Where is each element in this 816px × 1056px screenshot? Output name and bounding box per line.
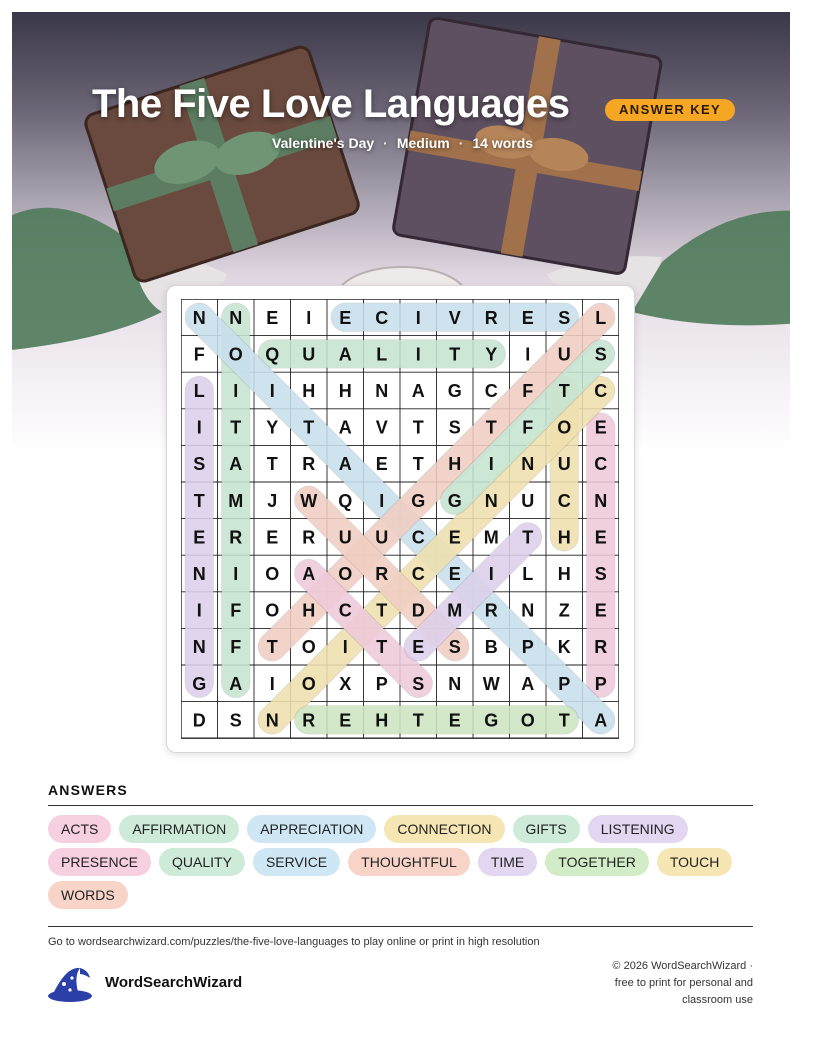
grid-cell-letter[interactable]: N [192, 564, 206, 584]
grid-cell-letter[interactable]: N [484, 490, 498, 511]
meta-difficulty: Medium [396, 135, 450, 151]
grid-cell-letter[interactable]: U [557, 344, 571, 365]
grid-cell-letter[interactable]: G [192, 673, 207, 694]
grid-cell-letter[interactable]: N [229, 307, 243, 328]
grid-cell-letter[interactable]: S [448, 417, 461, 438]
grid-cell-letter[interactable]: N [375, 381, 389, 401]
grid-cell-letter[interactable]: S [594, 344, 607, 365]
page-title: The Five Love Languages [92, 82, 570, 126]
answer-chip-thoughtful: THOUGHTFUL [348, 848, 470, 876]
grid-cell-letter[interactable]: R [375, 564, 389, 584]
grid-cell-letter[interactable]: E [266, 527, 279, 548]
answer-chip-presence: PRESENCE [48, 848, 151, 876]
grid-cell-letter[interactable]: A [411, 381, 425, 401]
grid-svg [181, 299, 619, 739]
grid-cell-letter[interactable]: W [482, 673, 500, 694]
grid-cell-letter[interactable]: T [412, 417, 424, 438]
grid-cell-letter[interactable]: N [265, 710, 279, 731]
grid-cell-letter[interactable]: T [230, 417, 242, 438]
answer-chip-gifts: GIFTS [513, 815, 580, 843]
grid-cell-letter[interactable]: T [266, 454, 278, 475]
grid-cell-letter[interactable]: U [557, 454, 571, 475]
grid-cell-letter[interactable]: O [301, 637, 316, 658]
grid-cell-letter[interactable]: N [521, 600, 535, 621]
grid-cell-letter[interactable]: U [521, 490, 535, 511]
grid-cell-letter[interactable]: L [522, 564, 534, 584]
grid-cell-letter[interactable]: O [557, 417, 572, 438]
grid-cell-letter[interactable]: K [557, 637, 571, 658]
grid-cell-letter[interactable]: C [375, 307, 389, 328]
answers-divider [48, 805, 753, 806]
grid-cell-letter[interactable]: A [302, 564, 316, 584]
answer-chip-connection: CONNECTION [384, 815, 504, 843]
grid-cell-letter[interactable]: I [415, 344, 421, 365]
grid-cell-letter[interactable]: A [521, 673, 535, 694]
grid-cell-letter[interactable]: C [594, 454, 608, 475]
grid-cell-letter[interactable]: R [484, 600, 498, 621]
grid-cell-letter[interactable]: I [196, 417, 202, 438]
grid-cell-letter[interactable]: O [228, 344, 243, 365]
grid-cell-letter[interactable]: S [558, 307, 571, 328]
grid-cell-letter[interactable]: I [342, 637, 348, 658]
grid-cell-letter[interactable]: M [447, 600, 463, 621]
grid-cell-letter[interactable]: E [594, 600, 607, 621]
grid-cell-letter[interactable]: O [265, 600, 280, 621]
grid-cell-letter[interactable]: I [379, 490, 385, 511]
grid-cell-letter[interactable]: I [196, 600, 202, 621]
footer-divider [48, 926, 753, 927]
answer-chip-affirmation: AFFIRMATION [119, 815, 239, 843]
grid-cell-letter[interactable]: I [269, 381, 275, 401]
grid-cell-letter[interactable]: C [484, 381, 498, 401]
meta-word-count: 14 words [472, 135, 534, 151]
grid-cell-letter[interactable]: O [520, 710, 535, 731]
grid-cell-letter[interactable]: E [266, 307, 279, 328]
grid-cell-letter[interactable]: U [302, 344, 316, 365]
grid-cell-letter[interactable]: T [376, 637, 388, 658]
copyright-text [600, 958, 753, 1009]
grid-cell-letter[interactable]: E [412, 637, 425, 658]
grid-cell-letter[interactable]: Q [265, 344, 280, 365]
grid-cell-letter[interactable]: E [448, 527, 461, 548]
meta-separator: · [383, 135, 388, 151]
grid-cell-letter[interactable]: T [558, 381, 570, 401]
grid-cell-letter[interactable]: S [448, 637, 461, 658]
grid-cell-letter[interactable]: F [522, 417, 534, 438]
grid-cell-letter[interactable]: T [522, 527, 534, 548]
grid-cell-letter[interactable]: I [488, 564, 494, 584]
grid-cell-letter[interactable]: C [411, 527, 425, 548]
grid-cell-letter[interactable]: S [412, 673, 425, 694]
grid-cell-letter[interactable]: W [300, 490, 318, 511]
grid-cell-letter[interactable]: T [376, 600, 388, 621]
copyright-line: classroom use [682, 994, 753, 1006]
grid-cell-letter[interactable]: E [448, 564, 461, 584]
grid-cell-letter[interactable]: P [594, 673, 607, 694]
grid-cell-letter[interactable]: L [376, 344, 388, 365]
grid-cell-letter[interactable]: R [594, 637, 608, 658]
meta-theme: Valentine's Day [272, 135, 375, 151]
grid-cell-letter[interactable]: U [375, 527, 389, 548]
grid-cell-letter[interactable]: G [447, 490, 462, 511]
footer-link-text[interactable]: Go to wordsearchwizard.com/puzzles/the-five-love-languages to play online or print in high resolution [48, 936, 540, 948]
answer-chip-acts: ACTS [48, 815, 111, 843]
answer-chip-together: TOGETHER [545, 848, 649, 876]
grid-cell-letter[interactable]: A [338, 417, 352, 438]
grid-cell-letter[interactable]: P [558, 673, 571, 694]
grid-cell-letter[interactable]: T [485, 417, 497, 438]
grid-cell-letter[interactable]: O [338, 564, 353, 584]
grid-cell-letter[interactable]: I [306, 307, 312, 328]
grid-cell-letter[interactable]: H [448, 454, 462, 475]
answers-heading: ANSWERS [48, 782, 128, 798]
grid-cell-letter[interactable]: H [302, 381, 316, 401]
grid-cell-letter[interactable]: E [594, 527, 607, 548]
grid-cell-letter[interactable]: E [448, 710, 461, 731]
grid-cell-letter[interactable]: U [338, 527, 352, 548]
grid-cell-letter[interactable]: N [448, 673, 462, 694]
grid-cell-letter[interactable]: F [522, 381, 534, 401]
grid-cell-letter[interactable]: B [484, 637, 498, 658]
wizard-hat-icon [46, 962, 94, 1004]
grid-cell-letter[interactable]: A [338, 344, 352, 365]
grid-cell-letter[interactable]: E [193, 527, 206, 548]
answer-chip-appreciation: APPRECIATION [247, 815, 376, 843]
grid-cell-letter[interactable]: H [557, 527, 571, 548]
grid-cell-letter[interactable]: N [192, 307, 206, 328]
grid-cell-letter[interactable]: M [228, 490, 244, 511]
grid-cell-letter[interactable]: I [233, 381, 239, 401]
grid-cell-letter[interactable]: X [339, 673, 352, 694]
grid-cell-letter[interactable]: I [415, 307, 421, 328]
answer-chip-time: TIME [478, 848, 537, 876]
grid-cell-letter[interactable]: L [595, 307, 607, 328]
grid-cell-letter[interactable]: V [375, 417, 388, 438]
answer-chip-touch: TOUCH [657, 848, 733, 876]
grid-cell-letter[interactable]: O [265, 564, 280, 584]
grid-cell-letter[interactable]: E [339, 710, 352, 731]
grid-cell-letter[interactable]: G [484, 710, 499, 731]
meta-separator: · [458, 135, 464, 151]
grid-cell-letter[interactable]: G [411, 490, 426, 511]
grid-cell-letter[interactable]: E [594, 417, 607, 438]
copyright-line: © 2026 WordSearchWizard · [612, 960, 753, 972]
grid-cell-letter[interactable]: T [412, 710, 424, 731]
grid-cell-letter[interactable]: E [521, 307, 534, 328]
grid-cell-letter[interactable]: S [229, 710, 242, 731]
word-search-grid[interactable] [181, 299, 619, 739]
answer-chip-words: WORDS [48, 881, 128, 909]
grid-cell-letter[interactable]: A [229, 673, 243, 694]
answers-list [48, 815, 753, 909]
grid-cell-letter[interactable]: I [525, 344, 531, 365]
grid-cell-letter[interactable]: Y [266, 417, 279, 438]
grid-cell-letter[interactable]: M [483, 527, 499, 548]
answer-chip-service: SERVICE [253, 848, 340, 876]
grid-cell-letter[interactable]: H [557, 564, 571, 584]
grid-cell-letter[interactable]: D [411, 600, 425, 621]
grid-cell-letter[interactable]: E [375, 454, 388, 475]
grid-cell-letter[interactable]: T [558, 710, 570, 731]
grid-cell-letter[interactable]: A [338, 454, 352, 475]
brand-name[interactable]: WordSearchWizard [105, 974, 243, 991]
grid-cell-letter[interactable]: H [338, 381, 352, 401]
grid-cell-letter[interactable]: R [484, 307, 498, 328]
answer-key-badge: ANSWER KEY [605, 99, 735, 121]
grid-cell-letter[interactable]: R [229, 527, 243, 548]
grid-cell-letter[interactable]: T [449, 344, 461, 365]
grid-cell-letter[interactable]: I [488, 454, 494, 475]
grid-cell-letter[interactable]: F [230, 637, 242, 658]
grid-cell-letter[interactable]: D [192, 710, 206, 731]
grid-cell-letter[interactable]: E [339, 307, 352, 328]
grid-cell-letter[interactable]: F [230, 600, 242, 621]
grid-cell-letter[interactable]: S [193, 454, 206, 475]
grid-cell-letter[interactable]: Q [338, 490, 353, 511]
grid-cell-letter[interactable]: T [266, 637, 278, 658]
grid-cell-letter[interactable]: P [375, 673, 388, 694]
grid-cell-letter[interactable]: N [594, 490, 608, 511]
grid-cell-letter[interactable]: F [193, 344, 205, 365]
grid-cell-letter[interactable]: I [269, 673, 275, 694]
grid-cell-letter[interactable]: C [594, 381, 608, 401]
answer-chip-listening: LISTENING [588, 815, 688, 843]
grid-cell-letter[interactable]: G [447, 381, 462, 401]
grid-cell-letter[interactable]: J [267, 490, 278, 511]
grid-cell-letter[interactable]: S [594, 564, 607, 584]
grid-cell-letter[interactable]: Y [485, 344, 498, 365]
copyright-line: free to print for personal and [614, 977, 753, 989]
grid-cell-letter[interactable]: I [233, 564, 239, 584]
grid-cell-letter[interactable]: O [301, 673, 316, 694]
grid-cell-letter[interactable]: N [192, 637, 206, 658]
grid-cell-letter[interactable]: C [557, 490, 571, 511]
grid-cell-letter[interactable]: C [411, 564, 425, 584]
grid-cell-letter[interactable]: R [302, 710, 316, 731]
grid-cell-letter[interactable]: H [302, 600, 316, 621]
grid-cell-letter[interactable]: L [193, 381, 205, 401]
grid-cell-letter[interactable]: T [193, 490, 205, 511]
answer-chip-quality: QUALITY [159, 848, 245, 876]
grid-cell-letter[interactable]: R [302, 454, 316, 475]
puzzle-meta [272, 135, 533, 151]
grid-cell-letter[interactable]: C [338, 600, 352, 621]
grid-cell-letter[interactable]: V [448, 307, 461, 328]
grid-cell-letter[interactable]: Z [558, 600, 570, 621]
grid-cell-letter[interactable]: P [521, 637, 534, 658]
grid-cell-letter[interactable]: R [302, 527, 316, 548]
grid-cell-letter[interactable]: T [412, 454, 424, 475]
grid-cell-letter[interactable]: T [303, 417, 315, 438]
grid-cell-letter[interactable]: N [521, 454, 535, 475]
grid-cell-letter[interactable]: H [375, 710, 389, 731]
grid-cell-letter[interactable]: A [229, 454, 243, 475]
grid-cell-letter[interactable]: A [594, 710, 608, 731]
